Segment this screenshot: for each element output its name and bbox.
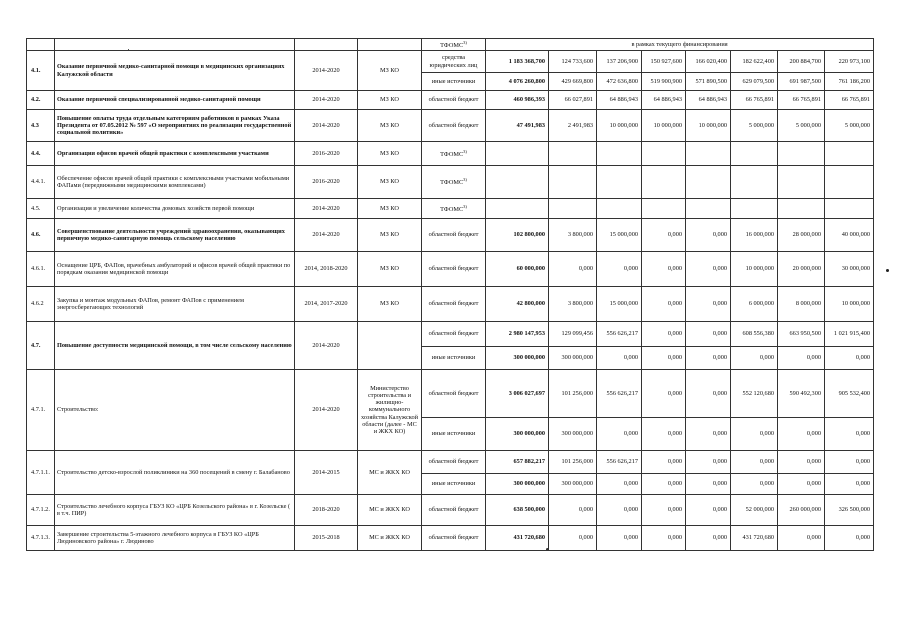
value-cell: 0,000 xyxy=(686,347,731,370)
value-cell: 0,000 xyxy=(642,370,686,418)
table-row xyxy=(27,110,874,142)
value-cell: 10 000,000 xyxy=(642,110,686,142)
value-cell: 657 882,217 xyxy=(486,451,549,474)
funding-source-sup: 3) xyxy=(463,177,467,183)
table-row xyxy=(27,166,874,199)
executor: МЗ КО xyxy=(358,199,422,219)
period: 2015-2018 xyxy=(295,526,358,551)
row-number: 4.7.1. xyxy=(27,370,55,451)
value-cell xyxy=(549,199,597,219)
value-cell: 300 000,000 xyxy=(549,418,597,451)
value-cell: 0,000 xyxy=(731,418,778,451)
activity-name: Оснащение ЦРБ, ФАПов, врачебных амбулаторий и офисов врачей общей практики по порядкам оказания медицинской помощи xyxy=(55,252,295,287)
value-cell: 66 765,891 xyxy=(778,91,825,110)
executor: МЗ КО xyxy=(358,91,422,110)
value-cell: 10 000,000 xyxy=(731,252,778,287)
value-cell: 2 980 147,953 xyxy=(486,322,549,347)
value-cell: 102 800,000 xyxy=(486,219,549,252)
value-cell: 16 000,000 xyxy=(731,219,778,252)
activity-name: Организация офисов врачей общей практики с комплексными участками xyxy=(55,142,295,166)
value-cell: 0,000 xyxy=(731,451,778,474)
value-cell: 0,000 xyxy=(549,252,597,287)
funding-source: ТФОМС$^{3)}$ xyxy=(422,142,486,166)
margin-dot xyxy=(886,269,889,272)
activity-name: Повышение доступности медицинской помощи, в том числе сельскому населению xyxy=(55,322,295,370)
value-cell xyxy=(642,166,686,199)
activity-name: Строительство детско-взрослой поликлиники на 360 посещений в смену г. Балабаново xyxy=(55,451,295,495)
value-cell xyxy=(597,142,642,166)
activity-name: Совершенствование деятельности учреждений здравоохранения, оказывающих первичную медико-санитарную помощь сельскому населению xyxy=(55,219,295,252)
value-cell: 629 079,500 xyxy=(731,73,778,91)
value-cell: 20 000,000 xyxy=(778,252,825,287)
executor: МЗ КО xyxy=(358,219,422,252)
value-cell: 0,000 xyxy=(825,347,874,370)
value-cell: 0,000 xyxy=(597,474,642,495)
value-cell: 166 020,400 xyxy=(686,51,731,73)
value-cell: 66 027,891 xyxy=(549,91,597,110)
activity-name: Организация и увеличение количества домовых хозяйств первой помощи xyxy=(55,199,295,219)
value-cell: 326 500,000 xyxy=(825,495,874,526)
value-cell xyxy=(825,142,874,166)
row-number: 4.1. xyxy=(27,51,55,91)
value-cell: 52 000,000 xyxy=(731,495,778,526)
value-cell: 0,000 xyxy=(825,526,874,551)
activity-name: Закупка и монтаж модульных ФАПов, ремонт ФАПов с применением энергосберегающих технологий xyxy=(55,287,295,322)
value-cell: 5 000,000 xyxy=(778,110,825,142)
period: 2016-2020 xyxy=(295,166,358,199)
funding-source: областной бюджет xyxy=(422,91,486,110)
value-cell: 8 000,000 xyxy=(778,287,825,322)
executor: Министерство строительства и жилищно-коммунального хозяйства Калужской области (далее - МС и ЖКХ КО) xyxy=(358,370,422,451)
value-cell: 60 000,000 xyxy=(486,252,549,287)
value-cell xyxy=(731,142,778,166)
value-cell: 182 622,400 xyxy=(731,51,778,73)
period: 2014-2020 xyxy=(295,51,358,91)
value-cell: 64 886,943 xyxy=(686,91,731,110)
table-row xyxy=(27,322,874,347)
period: 2014-2015 xyxy=(295,451,358,495)
value-cell: 64 886,943 xyxy=(642,91,686,110)
executor: МЗ КО xyxy=(358,287,422,322)
program-table xyxy=(26,38,874,551)
scan-mark xyxy=(128,49,129,50)
value-cell: 0,000 xyxy=(686,219,731,252)
period: 2014-2020 xyxy=(295,322,358,370)
value-cell: 663 950,500 xyxy=(778,322,825,347)
value-cell: 0,000 xyxy=(731,474,778,495)
value-cell: 0,000 xyxy=(597,495,642,526)
value-cell: 0,000 xyxy=(686,322,731,347)
value-cell: 431 720,680 xyxy=(731,526,778,551)
funding-source: областной бюджет xyxy=(422,252,486,287)
value-cell: 761 186,200 xyxy=(825,73,874,91)
funding-source: иные источники xyxy=(422,418,486,451)
value-cell xyxy=(486,166,549,199)
value-cell: 0,000 xyxy=(686,252,731,287)
activity-name: Строительство: xyxy=(55,370,295,451)
value-cell: 0,000 xyxy=(778,451,825,474)
value-cell xyxy=(778,142,825,166)
value-cell: 0,000 xyxy=(597,418,642,451)
value-cell: 0,000 xyxy=(642,451,686,474)
value-cell: 0,000 xyxy=(825,418,874,451)
executor: МЗ КО xyxy=(358,51,422,91)
value-cell: 590 492,300 xyxy=(778,370,825,418)
fund-header-sup: 3) xyxy=(463,39,467,45)
value-cell: 552 120,680 xyxy=(731,370,778,418)
period: 2014, 2018-2020 xyxy=(295,252,358,287)
header-row xyxy=(27,39,874,51)
funding-source: областной бюджет xyxy=(422,370,486,418)
funding-source: областной бюджет xyxy=(422,110,486,142)
row-number: 4.4.1. xyxy=(27,166,55,199)
value-cell: 10 000,000 xyxy=(825,287,874,322)
table-row xyxy=(27,370,874,418)
funding-source: областной бюджет xyxy=(422,287,486,322)
value-cell: 0,000 xyxy=(731,347,778,370)
value-cell: 472 636,800 xyxy=(597,73,642,91)
value-cell: 200 884,700 xyxy=(778,51,825,73)
value-cell: 1 183 368,700 xyxy=(486,51,549,73)
executor: МС и ЖКХ КО xyxy=(358,495,422,526)
row-number: 4.6.1. xyxy=(27,252,55,287)
value-cell: 556 626,217 xyxy=(597,451,642,474)
row-number: 4.2. xyxy=(27,91,55,110)
value-cell: 0,000 xyxy=(778,474,825,495)
value-cell: 460 986,393 xyxy=(486,91,549,110)
value-cell: 47 491,983 xyxy=(486,110,549,142)
funding-source: иные источники xyxy=(422,347,486,370)
value-cell: 0,000 xyxy=(778,418,825,451)
value-cell: 3 800,000 xyxy=(549,219,597,252)
period: 2016-2020 xyxy=(295,142,358,166)
value-cell: 638 500,000 xyxy=(486,495,549,526)
funding-source: ТФОМС$^{3)}$ xyxy=(422,199,486,219)
table-row xyxy=(27,219,874,252)
value-cell: 10 000,000 xyxy=(686,110,731,142)
value-cell: 556 626,217 xyxy=(597,370,642,418)
value-cell: 300 000,000 xyxy=(549,474,597,495)
value-cell: 15 000,000 xyxy=(597,287,642,322)
period: 2014-2020 xyxy=(295,91,358,110)
value-cell xyxy=(825,166,874,199)
value-cell: 220 973,100 xyxy=(825,51,874,73)
value-cell: 10 000,000 xyxy=(597,110,642,142)
funding-source: областной бюджет xyxy=(422,219,486,252)
current-financing-header: в рамках текущего финансирования xyxy=(486,39,874,51)
table-row xyxy=(27,287,874,322)
value-cell: 0,000 xyxy=(642,474,686,495)
value-cell xyxy=(778,166,825,199)
activity-name: Повышение оплаты труда отдельным категориям работников в рамках Указа Президента от 07.05.2012 № 597 «О мероприятиях по реализации государственной социальной политики» xyxy=(55,110,295,142)
value-cell: 0,000 xyxy=(642,418,686,451)
row-number: 4.4. xyxy=(27,142,55,166)
value-cell xyxy=(686,142,731,166)
value-cell: 905 532,400 xyxy=(825,370,874,418)
funding-source: областной бюджет xyxy=(422,526,486,551)
value-cell xyxy=(731,166,778,199)
value-cell: 0,000 xyxy=(686,418,731,451)
value-cell: 2 491,983 xyxy=(549,110,597,142)
period: 2014, 2017-2020 xyxy=(295,287,358,322)
value-cell: 15 000,000 xyxy=(597,219,642,252)
activity-name: Оказание первичной специализированной медико-санитарной помощи xyxy=(55,91,295,110)
value-cell xyxy=(686,199,731,219)
value-cell: 101 256,000 xyxy=(549,451,597,474)
value-cell: 101 256,000 xyxy=(549,370,597,418)
row-number: 4.3 xyxy=(27,110,55,142)
period: 2014-2020 xyxy=(295,219,358,252)
row-number: 4.7.1.1. xyxy=(27,451,55,495)
value-cell: 0,000 xyxy=(686,370,731,418)
row-number: 4.5. xyxy=(27,199,55,219)
value-cell: 0,000 xyxy=(597,526,642,551)
value-cell: 300 000,000 xyxy=(486,418,549,451)
value-cell: 0,000 xyxy=(642,287,686,322)
row-number: 4.7.1.2. xyxy=(27,495,55,526)
value-cell: 691 987,500 xyxy=(778,73,825,91)
value-cell: 556 626,217 xyxy=(597,322,642,347)
value-cell: 0,000 xyxy=(825,451,874,474)
value-cell: 0,000 xyxy=(778,526,825,551)
activity-name: Обеспечение офисов врачей общей практики с комплексными участками мобильными ФАПами (передвижными медицинскими комплексами) xyxy=(55,166,295,199)
value-cell: 66 765,891 xyxy=(731,91,778,110)
period: 2014-2020 xyxy=(295,110,358,142)
value-cell: 3 800,000 xyxy=(549,287,597,322)
scan-speck xyxy=(546,548,549,551)
activity-name: Завершение строительства 5-этажного лечебного корпуса в ГБУЗ КО «ЦРБ Людиновского района» г. Людиново xyxy=(55,526,295,551)
value-cell: 5 000,000 xyxy=(731,110,778,142)
row-number: 4.7.1.3. xyxy=(27,526,55,551)
value-cell: 0,000 xyxy=(642,252,686,287)
value-cell: 0,000 xyxy=(686,474,731,495)
funding-source: областной бюджет xyxy=(422,451,486,474)
funding-source-sup: 3) xyxy=(463,148,467,154)
value-cell: 124 733,600 xyxy=(549,51,597,73)
table-row xyxy=(27,199,874,219)
period: 2018-2020 xyxy=(295,495,358,526)
value-cell: 64 886,943 xyxy=(597,91,642,110)
period: 2014-2020 xyxy=(295,199,358,219)
table-row xyxy=(27,142,874,166)
row-number: 4.6. xyxy=(27,219,55,252)
value-cell xyxy=(731,199,778,219)
value-cell: 300 000,000 xyxy=(486,474,549,495)
value-cell: 519 900,900 xyxy=(642,73,686,91)
table-row xyxy=(27,51,874,73)
executor: МЗ КО xyxy=(358,110,422,142)
activity-name: Оказание первичной медико-санитарной помощи в медицинских организациях Калужской области xyxy=(55,51,295,91)
activity-name: Строительство лечебного корпуса ГБУЗ КО «ЦРБ Козельского района» в г. Козельске ( в т.ч. ПИР) xyxy=(55,495,295,526)
value-cell: 0,000 xyxy=(549,526,597,551)
value-cell xyxy=(642,199,686,219)
value-cell: 6 000,000 xyxy=(731,287,778,322)
value-cell: 0,000 xyxy=(778,347,825,370)
value-cell: 0,000 xyxy=(642,347,686,370)
executor: МЗ КО xyxy=(358,166,422,199)
table-row xyxy=(27,91,874,110)
value-cell: 0,000 xyxy=(549,495,597,526)
value-cell: 42 800,000 xyxy=(486,287,549,322)
executor: МС и ЖКХ КО xyxy=(358,451,422,495)
value-cell: 0,000 xyxy=(597,347,642,370)
value-cell: 129 099,456 xyxy=(549,322,597,347)
value-cell xyxy=(486,199,549,219)
value-cell xyxy=(778,199,825,219)
value-cell: 260 000,000 xyxy=(778,495,825,526)
value-cell: 3 006 027,697 xyxy=(486,370,549,418)
value-cell: 0,000 xyxy=(686,495,731,526)
funding-source: областной бюджет xyxy=(422,495,486,526)
value-cell xyxy=(549,142,597,166)
value-cell: 150 927,600 xyxy=(642,51,686,73)
fund-header xyxy=(422,39,486,51)
executor: МЗ КО xyxy=(358,142,422,166)
value-cell: 0,000 xyxy=(686,287,731,322)
value-cell xyxy=(642,142,686,166)
value-cell xyxy=(486,142,549,166)
value-cell: 608 556,380 xyxy=(731,322,778,347)
value-cell: 0,000 xyxy=(642,219,686,252)
value-cell xyxy=(597,199,642,219)
table-row xyxy=(27,526,874,551)
funding-source: средства юридических лиц xyxy=(422,51,486,73)
value-cell: 300 000,000 xyxy=(549,347,597,370)
funding-source: областной бюджет xyxy=(422,322,486,347)
value-cell: 137 206,900 xyxy=(597,51,642,73)
value-cell: 5 000,000 xyxy=(825,110,874,142)
value-cell: 300 000,000 xyxy=(486,347,549,370)
value-cell: 0,000 xyxy=(597,252,642,287)
value-cell: 0,000 xyxy=(686,451,731,474)
fund-header-label: ТФОМС xyxy=(440,41,464,49)
value-cell xyxy=(597,166,642,199)
funding-source: ТФОМС$^{3)}$ xyxy=(422,166,486,199)
period: 2014-2020 xyxy=(295,370,358,451)
value-cell: 571 890,500 xyxy=(686,73,731,91)
value-cell: 40 000,000 xyxy=(825,219,874,252)
funding-source: иные источники xyxy=(422,73,486,91)
value-cell: 0,000 xyxy=(642,322,686,347)
value-cell xyxy=(686,166,731,199)
value-cell: 0,000 xyxy=(642,495,686,526)
executor xyxy=(358,322,422,370)
table-row xyxy=(27,451,874,474)
executor: МС и ЖКХ КО xyxy=(358,526,422,551)
table-row xyxy=(27,495,874,526)
value-cell: 66 765,891 xyxy=(825,91,874,110)
row-number: 4.6.2 xyxy=(27,287,55,322)
value-cell: 4 076 260,800 xyxy=(486,73,549,91)
funding-source-sup: 3) xyxy=(463,203,467,209)
value-cell: 30 000,000 xyxy=(825,252,874,287)
funding-source: иные источники xyxy=(422,474,486,495)
value-cell xyxy=(825,199,874,219)
value-cell: 0,000 xyxy=(642,526,686,551)
value-cell: 429 669,800 xyxy=(549,73,597,91)
value-cell: 1 021 915,400 xyxy=(825,322,874,347)
value-cell: 0,000 xyxy=(825,474,874,495)
value-cell: 28 000,000 xyxy=(778,219,825,252)
executor: МЗ КО xyxy=(358,252,422,287)
value-cell: 431 720,680 xyxy=(486,526,549,551)
row-number: 4.7. xyxy=(27,322,55,370)
value-cell: 0,000 xyxy=(686,526,731,551)
table-row xyxy=(27,252,874,287)
value-cell xyxy=(549,166,597,199)
